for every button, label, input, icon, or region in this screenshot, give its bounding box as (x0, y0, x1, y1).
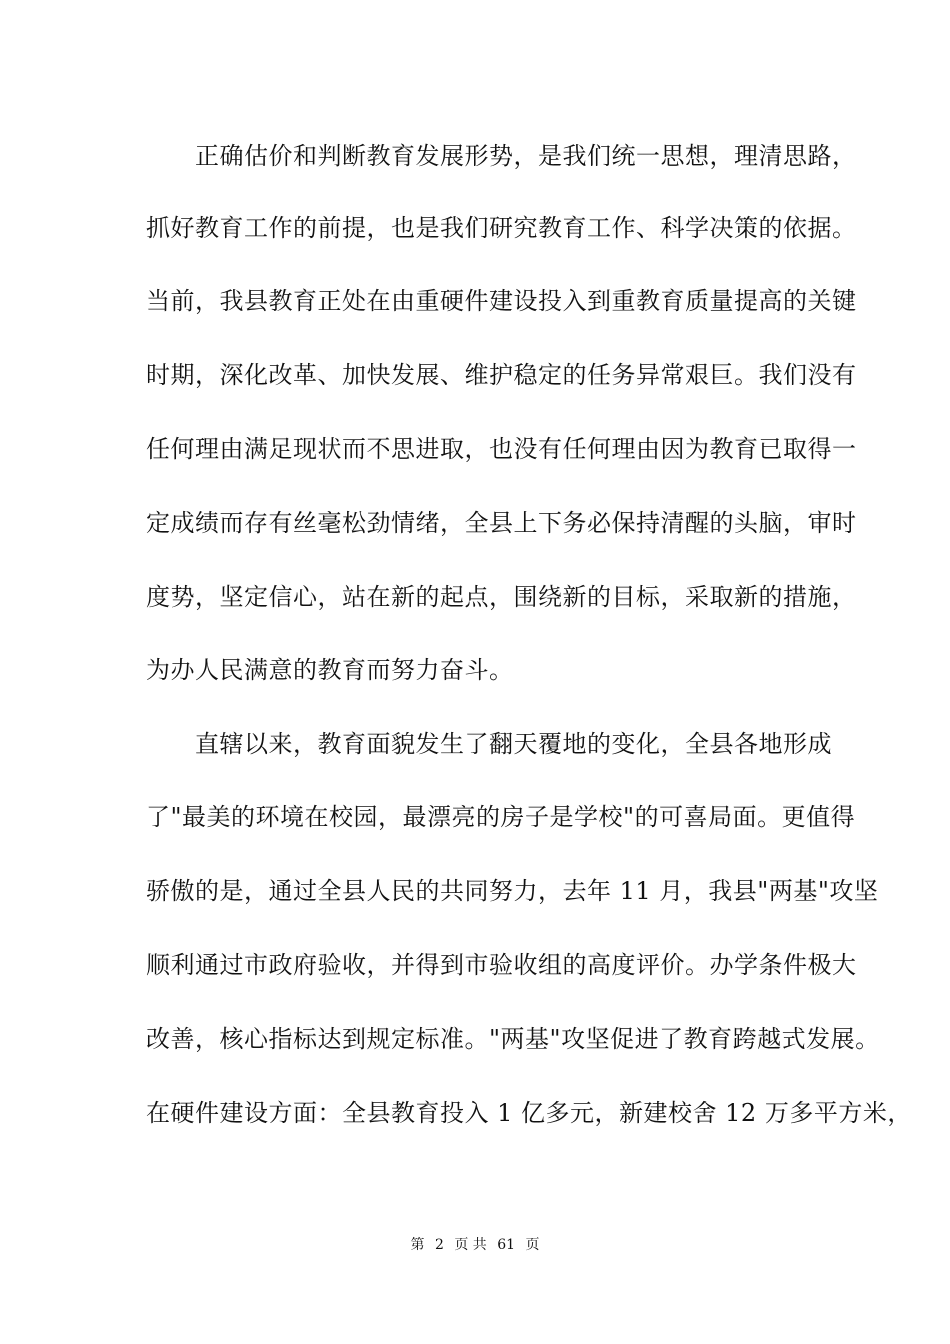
paragraph-1-line-8: 为办人民满意的教育而努力奋斗。 (146, 656, 514, 684)
paragraph-2-line-5: 改善，核心指标达到规定标准。"两基"攻坚促进了教育跨越式发展。 (146, 1025, 880, 1053)
paragraph-2-line-2: 了"最美的环境在校园，最漂亮的房子是学校"的可喜局面。更值得 (146, 803, 856, 831)
paragraph-1-line-6: 定成绩而存有丝毫松劲情绪，全县上下务必保持清醒的头脑，审时 (146, 509, 857, 537)
paragraph-1-line-1: 正确估价和判断教育发展形势，是我们统一思想，理清思路， (195, 142, 857, 170)
page-footer (0, 1236, 950, 1254)
paragraph-1-line-2: 抓好教育工作的前提，也是我们研究教育工作、科学决策的依据。 (146, 214, 857, 242)
paragraph-2-line-3: 骄傲的是，通过全县人民的共同努力，去年 11 月，我县"两基"攻坚 (146, 877, 879, 905)
paragraph-1-line-3: 当前，我县教育正处在由重硬件建设投入到重教育质量提高的关键 (146, 287, 857, 315)
footer-total-pages: 61 (497, 1237, 516, 1253)
paragraph-2-line-1: 直辖以来，教育面貌发生了翻天覆地的变化，全县各地形成 (195, 730, 832, 758)
footer-suffix: 页 (525, 1237, 540, 1253)
paragraph-1-line-7: 度势，坚定信心，站在新的起点，围绕新的目标，采取新的措施， (146, 583, 857, 611)
footer-prefix: 第 (410, 1237, 425, 1253)
paragraph-1-line-4: 时期，深化改革、加快发展、维护稳定的任务异常艰巨。我们没有 (146, 361, 857, 389)
paragraph-1-line-5: 任何理由满足现状而不思进取，也没有任何理由因为教育已取得一 (146, 435, 857, 463)
paragraph-2-line-6: 在硬件建设方面：全县教育投入 1 亿多元，新建校舍 12 万多平方米， (146, 1099, 912, 1127)
footer-page-number: 2 (434, 1237, 444, 1253)
footer-middle: 页 共 (454, 1237, 487, 1253)
paragraph-2-line-4: 顺利通过市政府验收，并得到市验收组的高度评价。办学条件极大 (146, 951, 857, 979)
